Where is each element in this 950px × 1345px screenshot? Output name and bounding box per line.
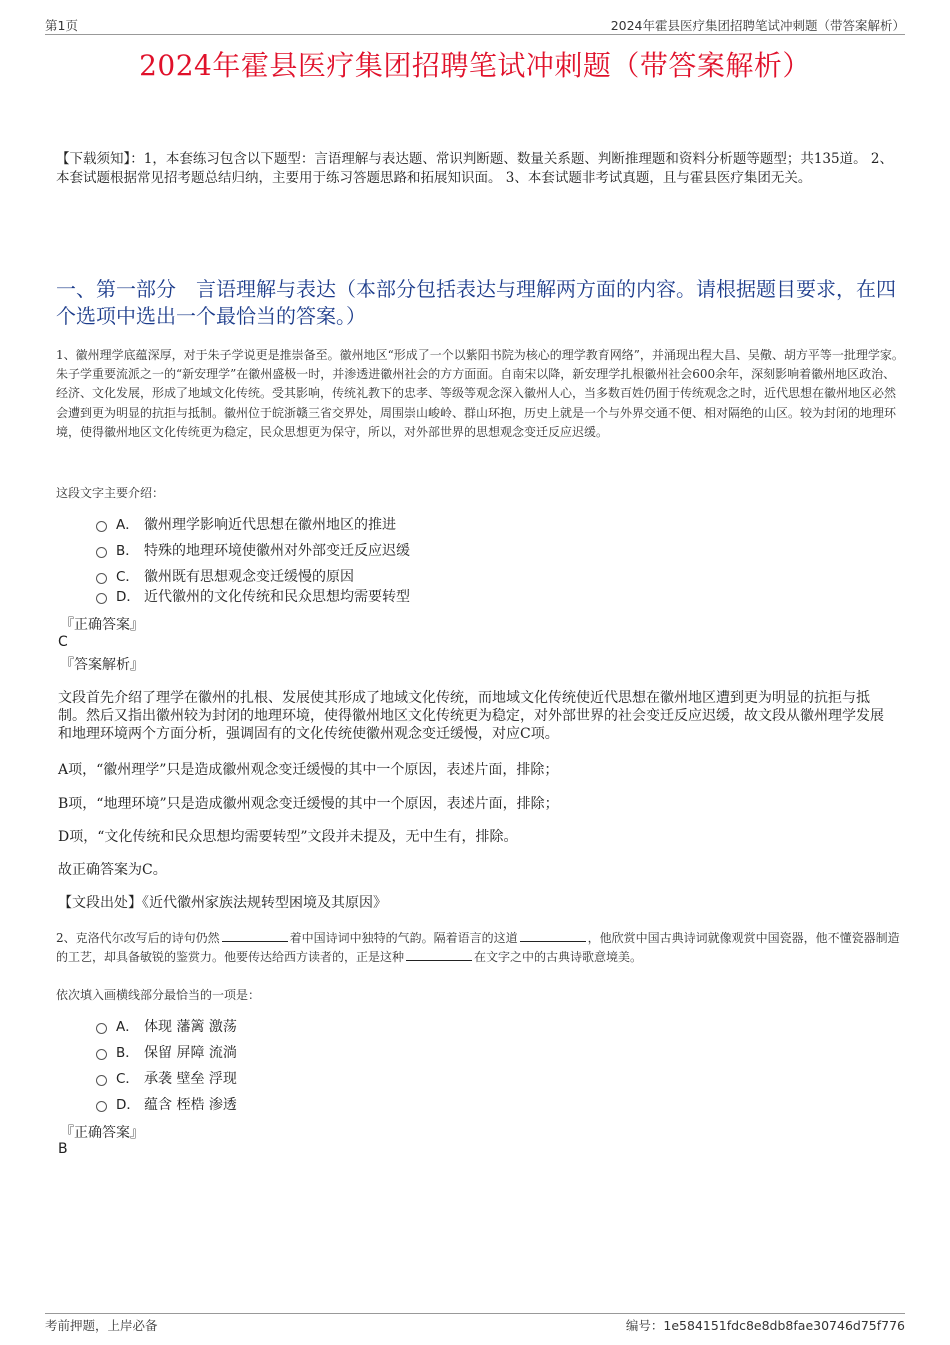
q2-passage: 2、克洛代尔改写后的诗句仍然 着中国诗词中独特的气韵。隔着语言的这道 ，他欣赏中国古典诗词就像观赏中国瓷器，他不懂瓷器制造的工艺，却具备敏锐的鉴赏力。他要传达给西方读者的，正是这种 在文字之中的古典诗歌意境美。 [56, 931, 900, 965]
radio-icon[interactable] [96, 573, 107, 584]
footer-slogan: 考前押题，上岸必备 [45, 1318, 158, 1333]
q1-analysis-summary: 文段首先介绍了理学在徽州的扎根、发展使其形成了地域文化传统，而地域文化传统使近代思想在徽州地区遭到更为明显的抗拒与抵制。然后又指出徽州较为封闭的地理环境，使得徽州地区文化传统更为稳定，对外部世界的社会变迁反应迟缓，故文段从徽州理学发展和地理环境两个方面分析，强调固有的文化传统使徽州观念变迁缓慢，对应C项。 [58, 690, 884, 742]
q1-answer-label: 『正确答案』 [60, 617, 144, 633]
radio-icon[interactable] [96, 521, 107, 532]
radio-icon[interactable] [96, 593, 107, 604]
fill-blank [222, 930, 288, 942]
page-number: 第1页 [45, 18, 78, 33]
q1-analysis-b: B项，“地理环境”只是造成徽州观念变迁缓慢的其中一个原因，表述片面，排除； [58, 796, 559, 812]
footer-code: 编号：1e584151fdc8e8db8fae30746d75f776 [625, 1318, 905, 1333]
q1-analysis-a: A项，“徽州理学”只是造成徽州观念变迁缓慢的其中一个原因，表述片面，排除； [58, 762, 559, 778]
document-title: 2024年霍县医疗集团招聘笔试冲刺题（带答案解析） [139, 49, 811, 82]
q2-answer-label: 『正确答案』 [60, 1125, 144, 1141]
download-notice: 【下载须知】：1，本套练习包含以下题型：言语理解与表达题、常识判断题、数量关系题、判断推理题和资料分析题等题型；共135道。 2、本套试题根据常见招考题总结归纳，主要用于练习答题思路和拓展知识面。 3、本套试题非考试真题，且与霍县医疗集团无关。 [56, 151, 893, 186]
q2-answer: B [58, 1141, 68, 1157]
header-doc-title: 2024年霍县医疗集团招聘笔试冲刺题（带答案解析） [610, 18, 905, 33]
page-header [45, 14, 905, 35]
radio-icon[interactable] [96, 1049, 107, 1060]
radio-icon[interactable] [96, 1023, 107, 1034]
radio-icon[interactable] [96, 547, 107, 558]
q1-analysis-conclusion: 故正确答案为C。 [58, 862, 167, 878]
q1-answer: C [58, 634, 68, 650]
radio-icon[interactable] [96, 1101, 107, 1112]
fill-blank [406, 949, 472, 961]
q2-prompt: 依次填入画横线部分最恰当的一项是： [56, 988, 261, 1002]
q1-passage: 1、徽州理学底蕴深厚，对于朱子学说更是推崇备至。徽州地区“形成了一个以紫阳书院为核心的理学教育网络”，并涌现出程大昌、吴儆、胡方平等一批理学家。朱子学重要流派之一的“新安理学”在徽州盛极一时，并渗透进徽州社会的方方面面。自南宋以降，新安理学扎根徽州社会600余年，深刻影响着徽州地区政治、经济、文化发展，形成了地域文化传统。受其影响，传统礼教下的忠孝、等级等观念深入徽州人心，当多数百姓仍囿于传统观念之时，近代思想在徽州地区必然会遭到更为明显的抗拒与抵制。徽州位于皖浙赣三省交界处，周围崇山峻岭、群山环抱，历史上就是一个与外界交通不便、相对隔绝的山区。较为封闭的地理环境，使得徽州地区文化传统更为稳定，民众思想更为保守，所以，对外部世界的思想观念变迁反应迟缓。 [56, 348, 904, 439]
q1-analysis-label: 『答案解析』 [60, 657, 144, 673]
radio-icon[interactable] [96, 1075, 107, 1086]
q1-prompt: 这段文字主要介绍： [56, 486, 165, 500]
q1-analysis-d: D项，“文化传统和民众思想均需要转型”文段并未提及，无中生有，排除。 [58, 829, 518, 845]
page-footer [45, 1313, 905, 1334]
q1-source: 【文段出处】《近代徽州家族法规转型困境及其原因》 [58, 895, 387, 911]
fill-blank [520, 930, 586, 942]
section-heading: 一、第一部分 言语理解与表达（本部分包括表达与理解两方面的内容。请根据题目要求，在四个选项中选出一个最恰当的答案。） [56, 277, 896, 328]
